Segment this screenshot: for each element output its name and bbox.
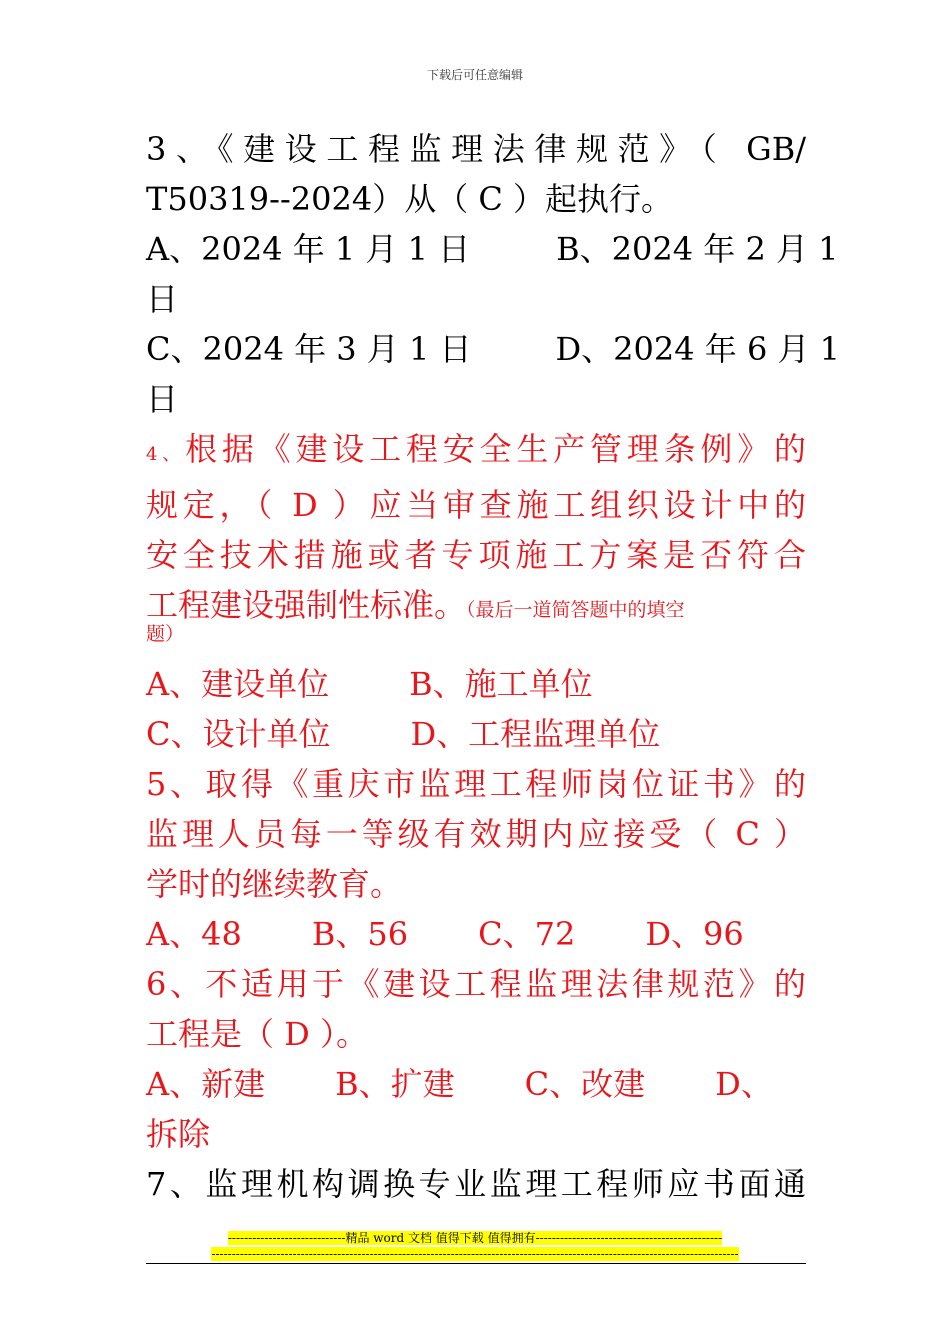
q3-line1: 3、《建设工程监理法律规范》（ GB/ <box>146 130 806 168</box>
page-header: 下载后可任意编辑 <box>426 68 523 82</box>
q4-option-a: A、建设单位 <box>146 665 330 703</box>
q5-option-b: B、56 <box>311 915 409 953</box>
q6-options <box>146 1059 806 1109</box>
q3-options-cd <box>146 324 841 374</box>
q4-line1 <box>146 424 806 480</box>
q6-line1: 6、不适用于《建设工程监理法律规范》的 <box>146 965 806 1003</box>
q4-line3: 安全技术措施或者专项施工方案是否符合 <box>146 536 806 574</box>
q6-line2: 工程是（ D ）。 <box>146 1015 369 1053</box>
q4-options-cd <box>146 709 806 759</box>
q6-option-b: B、扩建 <box>335 1065 455 1103</box>
q3-options-ab <box>146 224 839 274</box>
q4-number: 4、 <box>146 444 186 465</box>
footer-rule <box>146 1263 806 1264</box>
q6-option-d-continued: 拆除 <box>146 1115 211 1153</box>
footer-dashes <box>0 1246 950 1262</box>
document-body <box>146 124 841 1209</box>
q7-line1: 7、监理机构调换专业监理工程师应书面通 <box>146 1165 806 1203</box>
q3-option-b: B、2024 年 2 月 1 <box>556 230 839 268</box>
q4-line4-text: 工程建设强制性标准。 <box>146 586 467 624</box>
q4-option-c: C、设计单位 <box>146 715 331 753</box>
q3-line2: T50319--2024）从（ C ）起执行。 <box>146 180 674 218</box>
q3-option-a: A、2024 年 1 月 1 日 <box>146 230 471 268</box>
q4-option-d: D、工程监理单位 <box>410 715 661 753</box>
footer-dashes-text: ---------------------------------------------------------------------------------------------------------------------------------- <box>211 1247 739 1261</box>
q5-line3: 学时的继续教育。 <box>146 865 403 903</box>
q5-option-a: A、48 <box>146 915 242 953</box>
q4-note-continued: 题） <box>146 623 185 645</box>
q3-option-b-continued: 日 <box>146 280 179 318</box>
q4-line2: 规定，（ D ）应当审查施工组织设计中的 <box>146 486 806 524</box>
q5-line1: 5、取得《重庆市监理工程师岗位证书》的 <box>146 765 806 803</box>
footer-banner-text: -----------------------------精品 word 文档 值得下载 值得拥有---------------------------------------------- <box>227 1231 723 1245</box>
q3-option-d: D、2024 年 6 月 1 <box>555 330 841 368</box>
q4-line1-text: 根据《建设工程安全生产管理条例》的 <box>185 430 806 468</box>
q6-option-d: D、 <box>715 1065 773 1103</box>
q6-option-c: C、改建 <box>524 1065 646 1103</box>
q4-note: （最后一道简答题中的填空 <box>466 599 685 621</box>
q3-option-c: C、2024 年 3 月 1 日 <box>146 330 472 368</box>
q3-option-d-continued: 日 <box>146 380 179 418</box>
q5-line2: 监理人员每一等级有效期内应接受（ C ） <box>146 815 806 853</box>
q5-option-d: D、96 <box>645 915 744 953</box>
q6-option-a: A、新建 <box>146 1065 266 1103</box>
q4-options-ab <box>146 659 806 709</box>
q5-options <box>146 909 806 959</box>
q5-option-c: C、72 <box>478 915 576 953</box>
footer-banner <box>0 1230 950 1246</box>
q4-option-b: B、施工单位 <box>409 665 593 703</box>
